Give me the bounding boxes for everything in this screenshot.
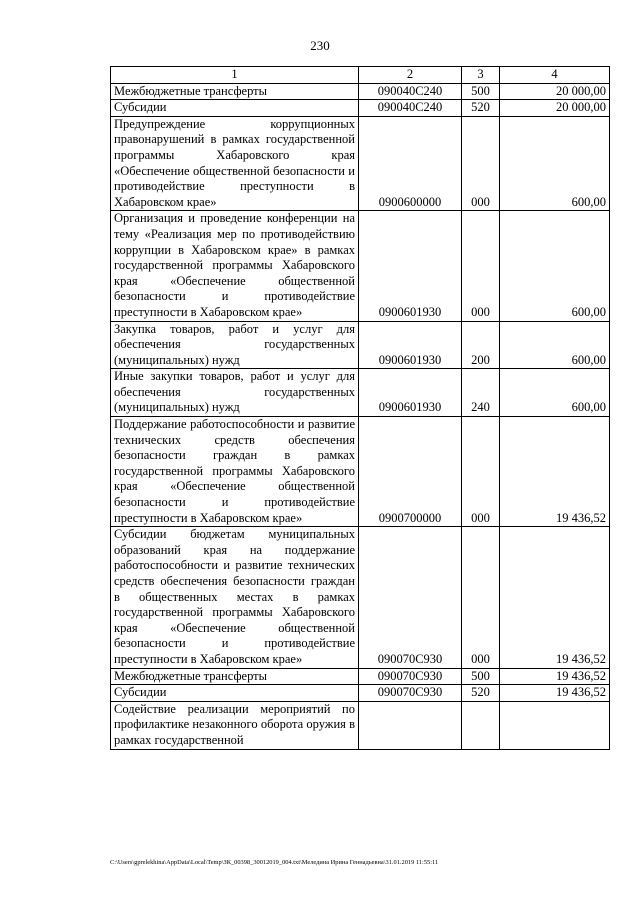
- row-code: 090070С930: [359, 685, 462, 702]
- header-col-4: 4: [500, 67, 610, 84]
- row-name: Межбюджетные трансферты: [111, 83, 359, 100]
- row-amount: 20 000,00: [500, 100, 610, 117]
- row-kind: 000: [462, 211, 500, 321]
- row-code: 0900600000: [359, 116, 462, 211]
- table-row: [111, 211, 610, 321]
- row-amount: 600,00: [500, 116, 610, 211]
- row-kind: 000: [462, 116, 500, 211]
- header-col-2: 2: [359, 67, 462, 84]
- row-amount: 20 000,00: [500, 83, 610, 100]
- row-kind: 200: [462, 321, 500, 369]
- row-code: 0900700000: [359, 417, 462, 527]
- row-name: Содействие реализации мероприятий по профилактике незаконного оборота оружия в рамках государственной: [111, 701, 359, 749]
- budget-table: [110, 66, 610, 750]
- table-row: [111, 321, 610, 369]
- table-row: [111, 527, 610, 668]
- row-kind: 520: [462, 100, 500, 117]
- row-amount: 19 436,52: [500, 668, 610, 685]
- row-amount: 600,00: [500, 211, 610, 321]
- row-name: Субсидии: [111, 100, 359, 117]
- table-row: [111, 701, 610, 749]
- header-col-3: 3: [462, 67, 500, 84]
- row-name: Предупреждение коррупционных правонарушений в рамках государственной программы Хабаровского края «Обеспечение общественной безопасности и противодействие преступности в Хабаровском крае»: [111, 116, 359, 211]
- table-row: [111, 116, 610, 211]
- row-code: 0900601930: [359, 321, 462, 369]
- row-kind: 520: [462, 685, 500, 702]
- row-code: [359, 701, 462, 749]
- row-name: Организация и проведение конференции на тему «Реализация мер по противодействию коррупции в Хабаровском крае» в рамках государственной программы Хабаровского края «Обеспечение общественной безопасности и противодействие преступности в Хабаровском крае»: [111, 211, 359, 321]
- row-name: Поддержание работоспособности и развитие технических средств обеспечения безопасности граждан в рамках государственной программы Хабаровского края «Обеспечение общественной безопасности и противодействие преступности в Хабаровском крае»: [111, 417, 359, 527]
- row-kind: [462, 701, 500, 749]
- row-amount: 19 436,52: [500, 417, 610, 527]
- row-kind: 500: [462, 83, 500, 100]
- table-row: [111, 417, 610, 527]
- table-header-row: [111, 67, 610, 84]
- row-name: Субсидии: [111, 685, 359, 702]
- row-code: 0900601930: [359, 211, 462, 321]
- row-code: 090040С240: [359, 100, 462, 117]
- row-code: 090070С930: [359, 668, 462, 685]
- row-amount: 19 436,52: [500, 527, 610, 668]
- row-amount: 19 436,52: [500, 685, 610, 702]
- row-kind: 000: [462, 527, 500, 668]
- row-name: Субсидии бюджетам муниципальных образований края на поддержание работоспособности и развитие технических средств обеспечения безопасности граждан в общественных местах в рамках государственной программы Хабаровского края «Обеспечение общественной безопасности и противодействие преступности в Хабаровском крае»: [111, 527, 359, 668]
- row-code: 090040С240: [359, 83, 462, 100]
- table-row: [111, 369, 610, 417]
- table-row: [111, 685, 610, 702]
- row-kind: 000: [462, 417, 500, 527]
- page-number: 230: [310, 38, 330, 53]
- row-kind: 240: [462, 369, 500, 417]
- row-name: Межбюджетные трансферты: [111, 668, 359, 685]
- table-row: [111, 100, 610, 117]
- row-kind: 500: [462, 668, 500, 685]
- table-row: [111, 668, 610, 685]
- row-amount: 600,00: [500, 321, 610, 369]
- row-code: 0900601930: [359, 369, 462, 417]
- file-path-footer: C:\Users\gprelekhina\AppData\Local\Temp\ЗК_00398_30012019_004.txt\Меледина Ирина Геннадьевна\31.01.2019 11:55:11: [110, 859, 439, 866]
- row-name: Закупка товаров, работ и услуг для обеспечения государственных (муниципальных) нужд: [111, 321, 359, 369]
- row-amount: [500, 701, 610, 749]
- row-code: 090070С930: [359, 527, 462, 668]
- table-row: [111, 83, 610, 100]
- row-amount: 600,00: [500, 369, 610, 417]
- row-name: Иные закупки товаров, работ и услуг для обеспечения государственных (муниципальных) нужд: [111, 369, 359, 417]
- header-col-1: 1: [111, 67, 359, 84]
